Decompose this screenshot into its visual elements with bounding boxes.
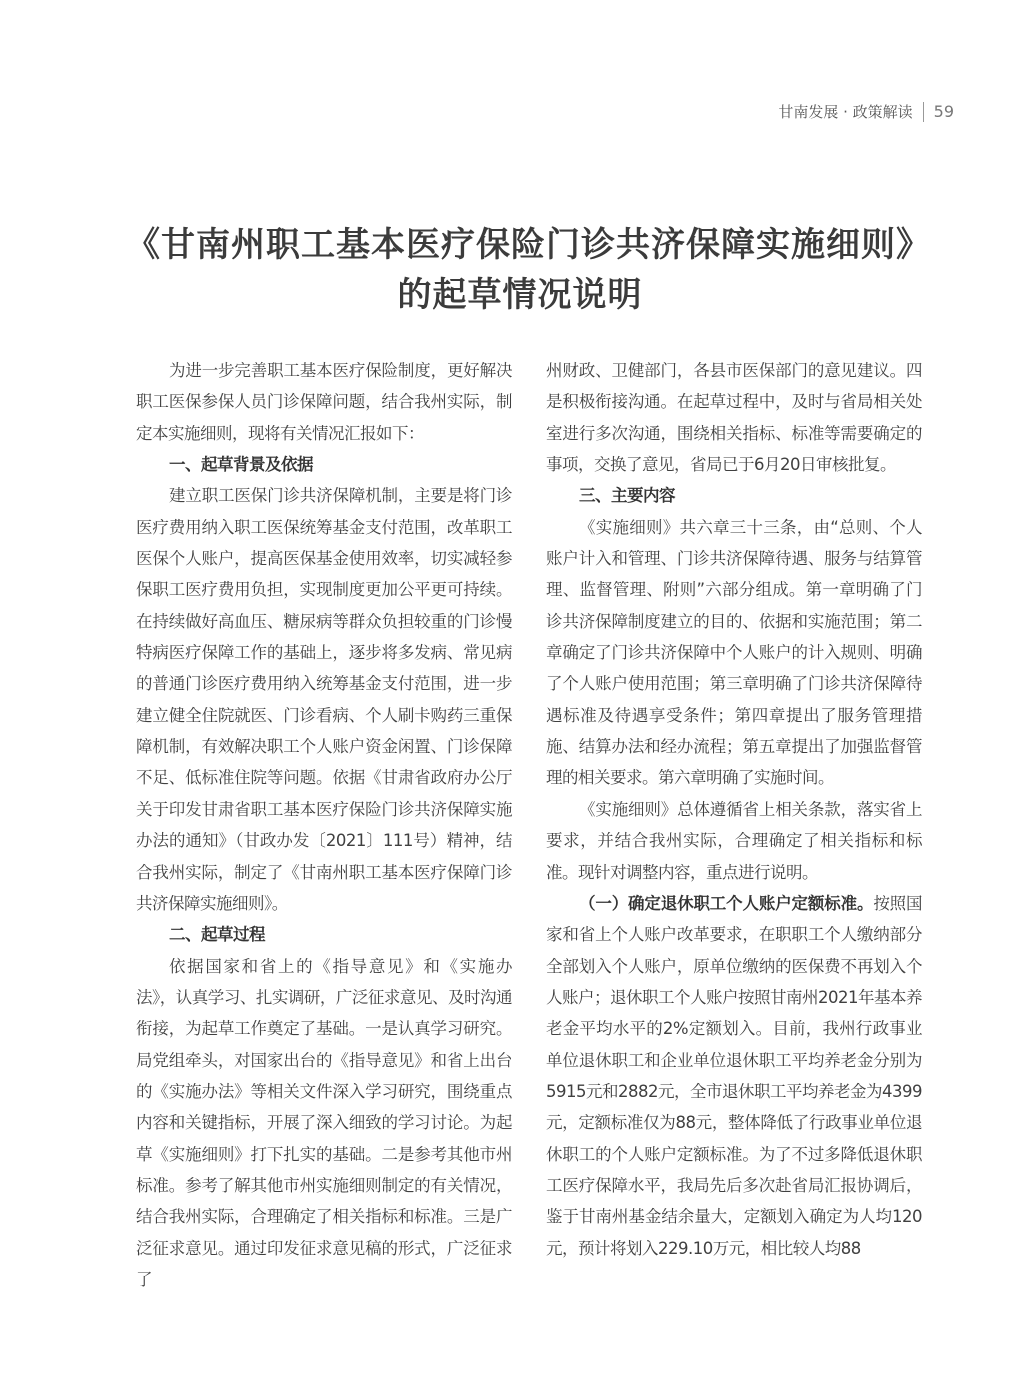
retiree-account-lead: （一）确定退休职工个人账户定额标准。 [579,893,874,913]
background-paragraph: 建立职工医保门诊共济保障机制，主要是将门诊医疗费用纳入职工医保统筹基金支付范围，改革职工医保个人账户，提高医保基金使用效率，切实减轻参保职工医疗费用负担，实现制度更加公平更可持续。在持续做好高血压、糖尿病等群众负担较重的门诊慢特病医疗保障工作的基础上，逐步将多发病、常见病的普通门诊医疗费用纳入统筹基金支付范围，进一步建立健全住院就医、门诊看病、个人刷卡购药三重保障机制，有效解决职工个人账户资金闲置、门诊保障不足、低标准住院等问题。依据《甘肃省政府办公厅关于印发甘肃省职工基本医疗保险门诊共济保障实施办法的通知》（甘政办发〔2021〕111号）精神，结合我州实际，制定了《甘南州职工基本医疗保障门诊共济保障实施细则》。 [136,486,512,913]
running-title: 甘南发展 · 政策解读 [778,103,913,121]
retiree-account-body: 按照国家和省上个人账户改革要求，在职职工个人缴纳部分全部划入个人账户，原单位缴纳的医保费不再划入个人账户；退休职工个人账户按照甘南州2021年基本养老金平均水平的2%定额划入。目前，我州行政事业单位退休职工和企业单位退休职工平均养老金分别为5915元和2882元，全市退休职工平均养老金为4399元，定额标准仅为88元，整体降低了行政事业单位退休职工的个人账户定额标准。为了不过多降低退休职工医疗保障水平，我局先后多次赴省局汇报协调后，鉴于甘南州基金结余量大，定额划入确定为人均120元，预计将划入229.10万元，相比较人均88 [546,893,923,1258]
process-paragraph: 依据国家和省上的《指导意见》和《实施办法》，认真学习、扎实调研，广泛征求意见、及时沟通衔接，为起草工作奠定了基础。一是认真学习研究。局党组牵头，对国家出台的《指导意见》和省上出台的《实施办法》等相关文件深入学习研究，围绕重点内容和关键指标，开展了深入细致的学习讨论。为起草《实施细则》打下扎实的基础。二是参考其他市州标准。参考了解其他市州实施细则制定的有关情况，结合我州实际，合理确定了相关指标和标准。三是广泛征求意见。通过印发征求意见稿的形式，广泛征求了 [136,956,512,1289]
left-column [136,355,512,1295]
running-head [778,101,954,122]
intro-paragraph: 为进一步完善职工基本医疗保险制度，更好解决职工医保参保人员门诊保障问题，结合我州实际，制定本实施细则，现将有关情况汇报如下： [136,361,512,443]
content-principle-paragraph: 《实施细则》总体遵循省上相关条款，落实省上要求，并结合我州实际，合理确定了相关指标和标准。现针对调整内容，重点进行说明。 [546,799,922,882]
article-title: 《甘南州职工基本医疗保险门诊共济保障实施细则》的起草情况说明 [126,225,914,315]
right-column [546,355,922,1264]
content-overview-paragraph: 《实施细则》共六章三十三条，由“总则、个人账户计入和管理、门诊共济保障待遇、服务与结算管理、监督管理、附则”六部分组成。第一章明确了门诊共济保障制度建立的目的、依据和实施范围；第二章确定了门诊共济保障中个人账户的计入规则、明确了个人账户使用范围；第三章明确了门诊共济保障待遇标准及待遇享受条件；第四章提出了服务管理措施、结算办法和经办流程；第五章提出了加强监督管理的相关要求。第六章明确了实施时间。 [546,517,922,788]
header-divider [923,102,924,122]
section-heading-process: 二、起草过程 [169,925,265,945]
process-continued-paragraph: 州财政、卫健部门，各县市医保部门的意见建议。四是积极衔接沟通。在起草过程中，及时与省局相关处室进行多次沟通，围绕相关指标、标准等需要确定的事项，交换了意见，省局已于6月20日审核批复。 [546,361,922,475]
page-number: 59 [933,102,954,121]
section-heading-content: 三、主要内容 [579,486,675,506]
retiree-account-paragraph [546,888,922,1264]
section-heading-background: 一、起草背景及依据 [169,455,313,475]
